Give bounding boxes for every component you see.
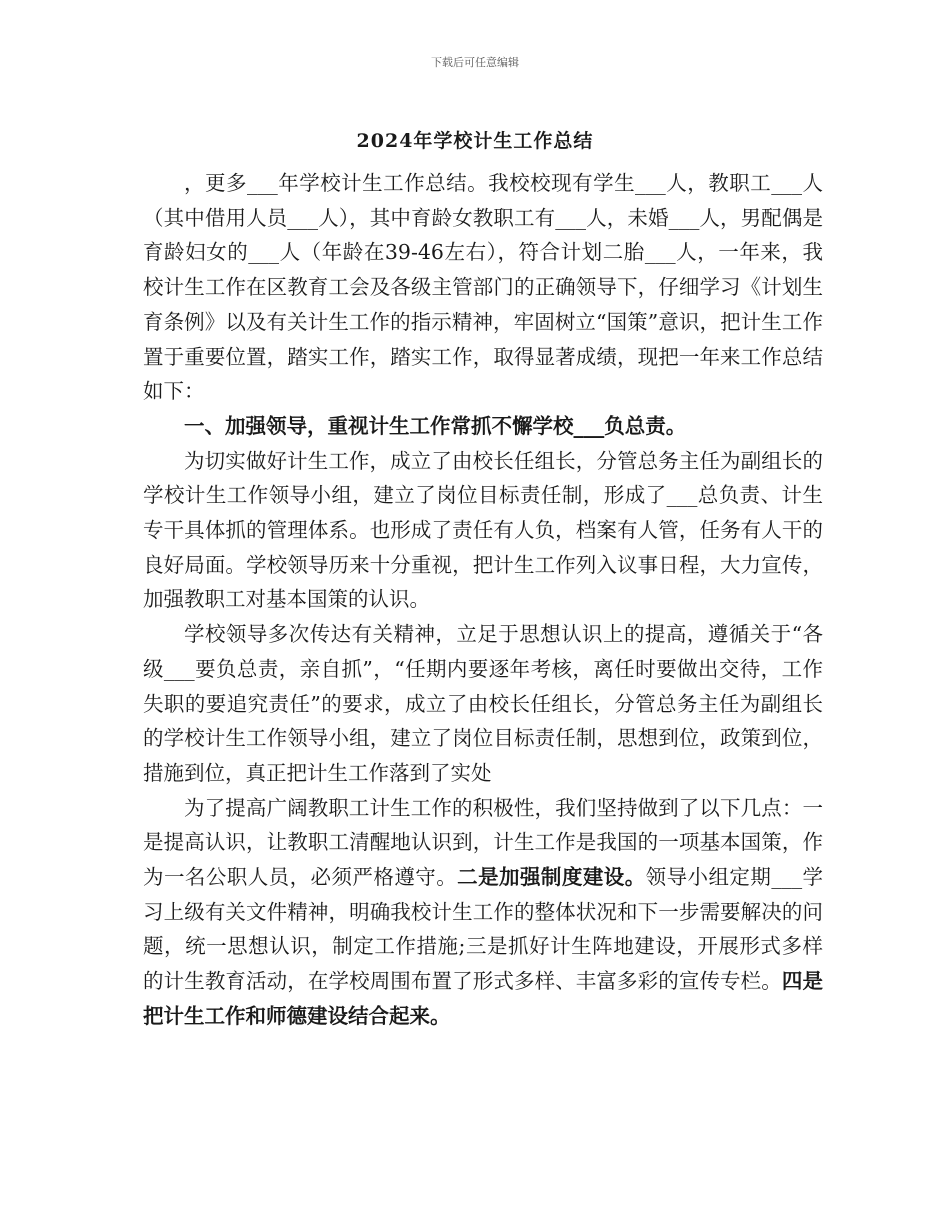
- measures-text-2: 领导小组定期___学习上级有关文件精神，明确我校计生工作的整体状况和下一步需要解决的问题，统一思想认识，制定工作措施;三是抓好计生阵地建设，开展形式多样的计生教育活动，在学校周围布置了形式多样、丰富多彩的宣传专栏。: [143, 865, 824, 994]
- paragraph-responsibility: 学校领导多次传达有关精神，立足于思想认识上的提高，遵循关于“各级___要负总责，亲自抓”，“任期内要逐年考核，离任时要做出交待，工作失职的要追究责任”的要求，成立了由校长任组长，分管总务主任为副组长的学校计生工作领导小组，建立了岗位目标责任制，思想到位，政策到位，措施到位，真正把计生工作落到了实处: [143, 622, 823, 785]
- intro-paragraph: ，更多___年学校计生工作总结。我校校现有学生___人，教职工___人（其中借用人员___人），其中育龄女教职工有___人，未婚___人，男配偶是育龄妇女的___人（年龄在39-46左右），符合计划二胎___人，一年来，我校计生工作在区教育工会及各级主管部门的正确领导下，仔细学习《计划生育条例》以及有关计生工作的指示精神，牢固树立“国策”意识，把计生工作置于重要位置，踏实工作，踏实工作，取得显著成绩，现把一年来工作总结如下：: [143, 171, 823, 404]
- measures-text-1: 为了提高广阔教职工计生工作的积极性，我们坚持做到了以下几点：一是提高认识，让教职工清醒地认识到，计生工作是我国的一项基本国策，作为一名公职人员，必须严格遵守。: [143, 795, 823, 890]
- measures-bold-2: 四是把计生工作和师德建设结合起来。: [143, 969, 823, 1028]
- paragraph-measures: [143, 791, 823, 1034]
- measures-bold-1: 二是加强制度建设。: [457, 865, 646, 890]
- paragraph-leadership: 为切实做好计生工作，成立了由校长任组长，分管总务主任为副组长的学校计生工作领导小组，建立了岗位目标责任制，形成了___总负责、计生专干具体抓的管理体系。也形成了责任有人负，档案有人管，任务有人干的良好局面。学校领导历来十分重视，把计生工作列入议事日程，大力宣传，加强教职工对基本国策的认识。: [143, 448, 823, 612]
- page-header-note: 下载后可任意编辑: [431, 56, 519, 69]
- document-title: 2024年学校计生工作总结: [356, 130, 594, 152]
- section-heading-1: 一、加强领导，重视计生工作常抓不懈学校___负总责。: [184, 413, 687, 438]
- document-body: [143, 166, 823, 1034]
